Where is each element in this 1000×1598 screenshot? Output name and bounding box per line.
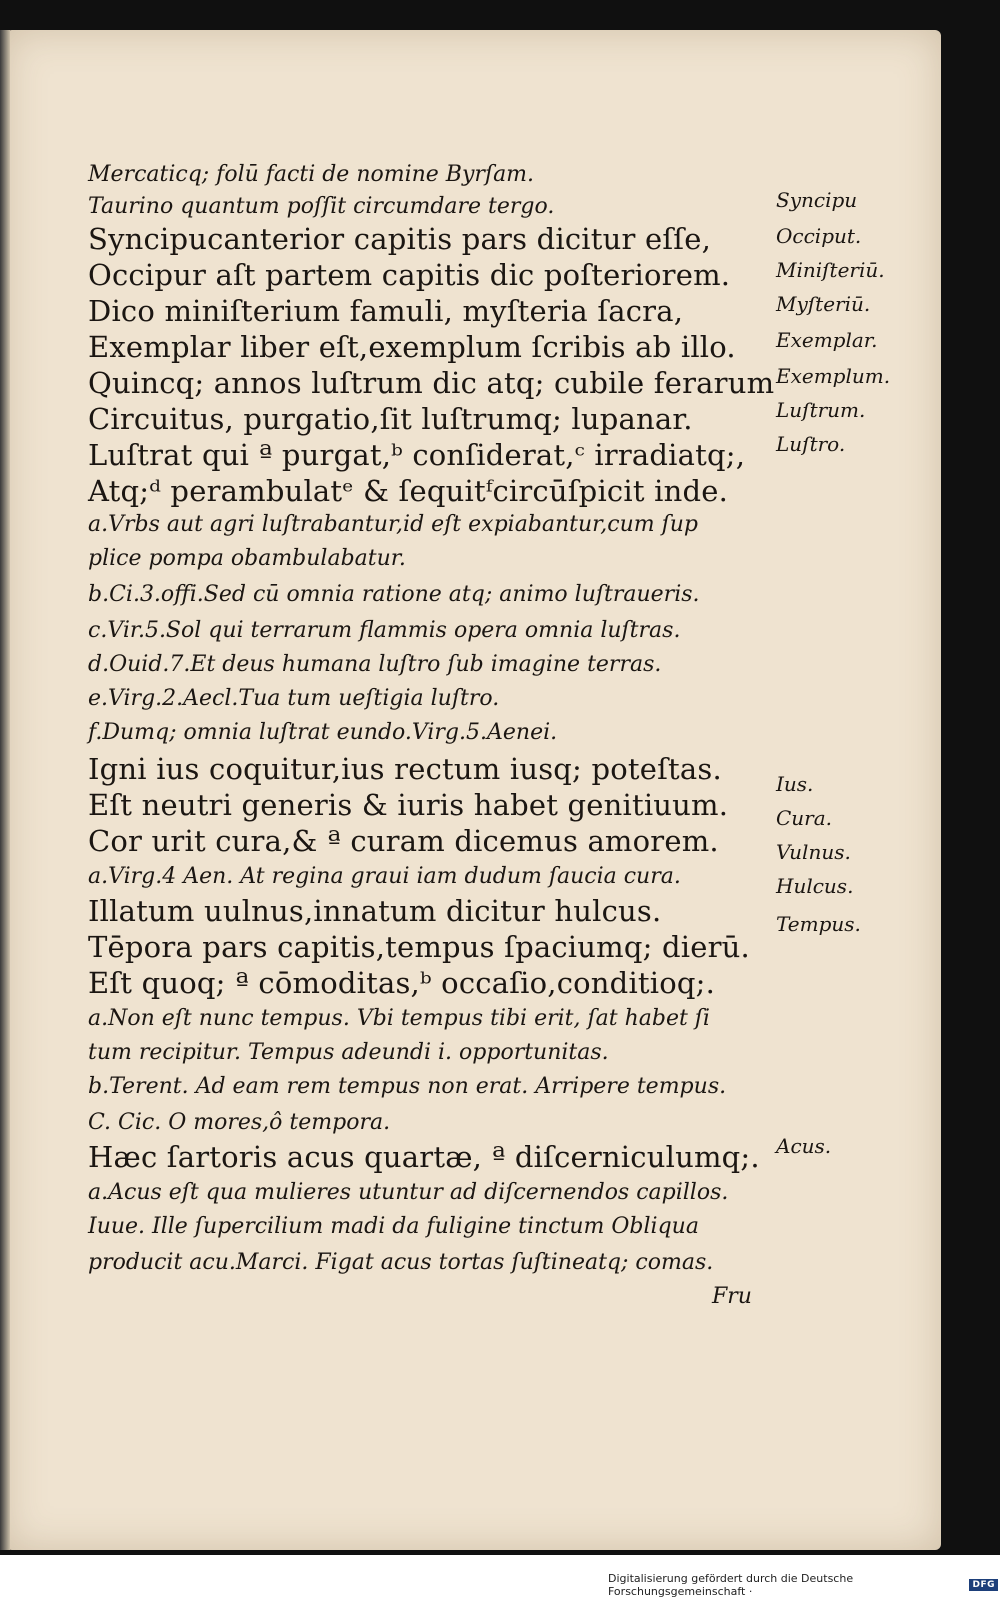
digitization-footer [608,1572,998,1598]
note-line: a.Virg.4 Aen. At regina graui iam dudum ſaucia cura. [88,864,681,889]
note-line: b.Ci.3.offi.Sed cū omnia ratione atq; animo luſtraueris. [88,582,700,607]
text-line: Atq;ᵈ perambulatᵉ & ſequitᶠcircūſpicit inde. [88,474,729,508]
margin-note: Exemplum. [776,364,891,388]
text-line: Illatum uulnus,innatum dicitur hulcus. [88,894,662,928]
margin-note: Myſteriū. [776,292,871,316]
note-line: C. Cic. O mores,ô tempora. [88,1110,391,1135]
margin-note: Luſtro. [776,432,846,456]
note-line: producit acu.Marci. Figat acus tortas ſuſtineatq; comas. [88,1250,714,1275]
text-line: Syncipucanterior capitis pars dicitur eſſe, [88,222,711,256]
text-line: Taurino quantum poſſit circumdare tergo. [88,194,555,219]
margin-note: Exemplar. [776,328,878,352]
text-line: Eſt quoq; ª cōmoditas,ᵇ occaſio,conditioq;. [88,966,716,1000]
dfg-logo: DFG [969,1579,998,1591]
margin-note: Ius. [776,772,814,796]
text-line: Igni ius coquitur,ius rectum iusq; poteſtas. [88,752,722,786]
note-line: b.Terent. Ad eam rem tempus non erat. Arripere tempus. [88,1074,727,1099]
text-line: Luſtrat qui ª purgat,ᵇ conſiderat,ᶜ irradiatq;, [88,438,746,472]
note-line: e.Virg.2.Aecl.Tua tum ueſtigia luſtro. [88,686,500,711]
note-line: Iuue. Ille ſupercilium madi da fuligine tinctum Obliqua [88,1214,699,1239]
note-line: d.Ouid.7.Et deus humana luſtro ſub imagine terras. [88,652,662,677]
text-line: Mercaticq; folū facti de nomine Byrſam. [88,162,535,187]
margin-note: Syncipu [776,188,858,212]
note-line: f.Dumq; omnia luſtrat eundo.Virg.5.Aenei. [88,720,558,745]
margin-note: Miniſteriū. [776,258,885,282]
text-line: Occipur aſt partem capitis dic poſteriorem. [88,258,731,292]
text-line: Eſt neutri generis & iuris habet genitiuum. [88,788,729,822]
text-line: Dico miniſterium famuli, myſteria ſacra, [88,294,684,328]
note-line: a.Non eſt nunc tempus. Vbi tempus tibi erit, ſat habet ſi [88,1006,710,1031]
text-line: Cor urit cura,& ª curam dicemus amorem. [88,824,719,858]
text-line: Hæc ſartoris acus quartæ, ª diſcerniculumq;. [88,1140,760,1174]
text-line: Tēpora pars capitis,tempus ſpaciumq; dierū. [88,930,750,964]
margin-note: Occiput. [776,224,862,248]
note-line: tum recipitur. Tempus adeundi i. opportunitas. [88,1040,609,1065]
footer-text: Digitalisierung gefördert durch die Deutsche Forschungsgemeinschaft · [608,1572,854,1598]
catchword: Fru [712,1284,752,1309]
margin-note: Hulcus. [776,874,854,898]
note-line: plice pompa obambulabatur. [88,546,406,571]
margin-note: Tempus. [776,912,861,936]
margin-note: Cura. [776,806,833,830]
text-line: Circuitus, purgatio,ſit luſtrumq; lupanar. [88,402,693,436]
margin-note: Vulnus. [776,840,851,864]
text-line: Exemplar liber eſt,exemplum ſcribis ab illo. [88,330,736,364]
note-line: c.Vir.5.Sol qui terrarum flammis opera omnia luſtras. [88,618,681,643]
note-line: a.Acus eſt qua mulieres utuntur ad diſcernendos capillos. [88,1180,729,1205]
text-line: Quincq; annos luſtrum dic atq; cubile ferarum [88,366,775,400]
page-spine-shadow [0,30,10,1550]
note-line: a.Vrbs aut agri luſtrabantur,id eſt expiabantur,cum ſup [88,512,699,537]
margin-note: Luſtrum. [776,398,866,422]
margin-note: Acus. [776,1134,832,1158]
